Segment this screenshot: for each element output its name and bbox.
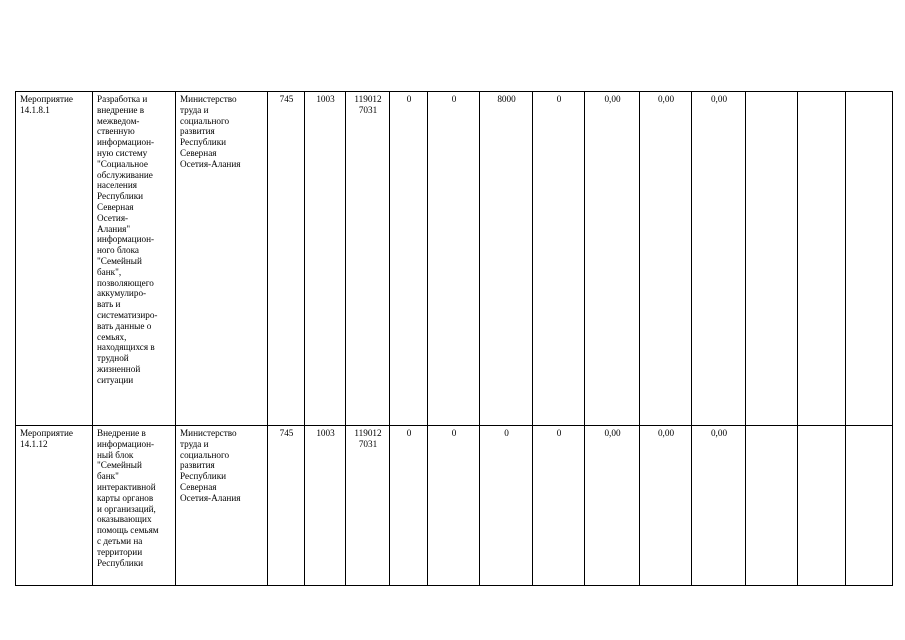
description-cell: Внедрение в информацион- ный блок "Семейный банк" интерактивной карты органов и организаций, оказывающих помощь семьям с детьми на территории Республики <box>93 426 176 586</box>
executor-cell: Министерство труда и социального развития Республики Северная Осетия-Алания <box>176 92 268 426</box>
rzpr-cell: 1003 <box>305 426 346 586</box>
value-cell-3: 0 <box>480 426 533 586</box>
value-cell-4: 0 <box>533 92 585 426</box>
description-cell: Разработка и внедрение в межведом- ственную информацион- ную систему "Социальное обслуживание населения Республики Северная Осетия- Алания" информацион- ного блока "Семейный банк", позволяющего аккумулиро- вать и систематизиро- вать данные о семьях, находящихся в трудной жизненной ситуации <box>93 92 176 426</box>
csr-cell: 119012 7031 <box>346 426 390 586</box>
value-cell-7: 0,00 <box>692 92 746 426</box>
value-cell-1: 0 <box>390 92 428 426</box>
value-cell-2: 0 <box>428 426 480 586</box>
value-cell-2: 0 <box>428 92 480 426</box>
value-cell-10 <box>846 92 893 426</box>
value-cell-8 <box>746 92 798 426</box>
budget-table <box>15 91 893 586</box>
value-cell-1: 0 <box>390 426 428 586</box>
event-cell: Мероприятие 14.1.8.1 <box>16 92 93 426</box>
table-row <box>16 92 893 426</box>
value-cell-4: 0 <box>533 426 585 586</box>
value-cell-8 <box>746 426 798 586</box>
value-cell-9 <box>798 92 846 426</box>
executor-cell: Министерство труда и социального развития Республики Северная Осетия-Алания <box>176 426 268 586</box>
value-cell-9 <box>798 426 846 586</box>
value-cell-5: 0,00 <box>585 92 640 426</box>
grbs-cell: 745 <box>268 92 305 426</box>
value-cell-6: 0,00 <box>640 92 692 426</box>
value-cell-3: 8000 <box>480 92 533 426</box>
event-cell: Мероприятие 14.1.12 <box>16 426 93 586</box>
table-row <box>16 426 893 586</box>
value-cell-5: 0,00 <box>585 426 640 586</box>
rzpr-cell: 1003 <box>305 92 346 426</box>
value-cell-10 <box>846 426 893 586</box>
value-cell-6: 0,00 <box>640 426 692 586</box>
value-cell-7: 0,00 <box>692 426 746 586</box>
csr-cell: 119012 7031 <box>346 92 390 426</box>
grbs-cell: 745 <box>268 426 305 586</box>
